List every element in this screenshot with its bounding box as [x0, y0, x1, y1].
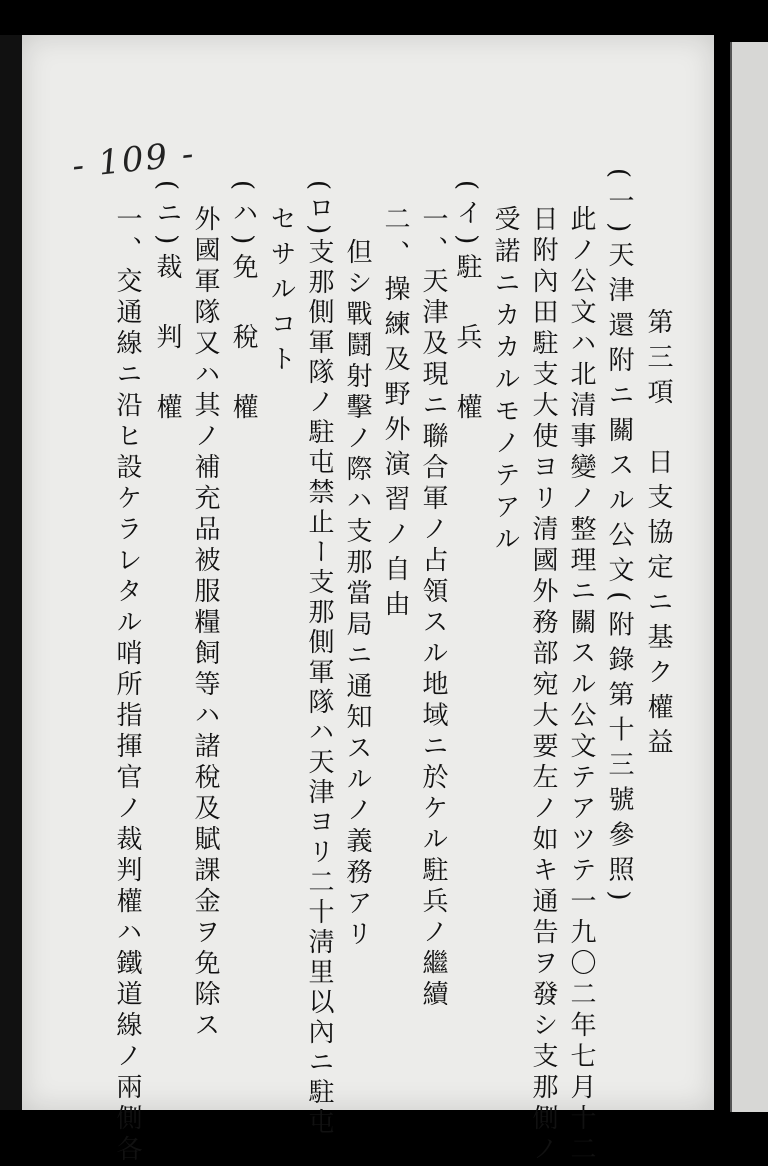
garrison-ban-continuation: セサルコト	[266, 205, 296, 380]
list-item-1: 一、天津及現ニ聯合軍ノ占領スル地域ニ於ケル駐兵ノ繼續	[418, 205, 448, 1011]
list-item-2: 二、操練及野外演習ノ自由	[380, 205, 410, 625]
subheading-station-rights: (イ)駐 兵 權	[452, 180, 482, 429]
page-number: - 109 -	[70, 133, 198, 187]
tax-exemption-text: 外國軍隊又ハ其ノ補充品被服糧飼等ハ諸稅及賦課金ヲ免除ス	[190, 205, 220, 1042]
body-text-line-2: 日附內田駐支大使ヨリ清國外務部宛大要左ノ如キ通告ヲ發シ支那側ノ	[528, 205, 558, 1166]
jurisdiction-text: 一、交通線ニ沿ヒ設ケラレタル哨所指揮官ノ裁判權ハ鐵道線ノ兩側各	[112, 205, 142, 1166]
adjacent-page-edge	[730, 42, 768, 1112]
subheading-tax-exemption: (ハ)免 稅 權	[228, 180, 258, 429]
subheading-garrison-ban: (ロ)支那側軍隊ノ駐屯禁止ー支那側軍隊ハ天津ヨリ二十淸里以內ニ駐屯	[304, 180, 334, 1139]
item-heading-1: (一)天津還附ニ關スル公文(附錄第十三號參照)	[604, 168, 634, 910]
list-item-2-note: 但シ戰鬪射擊ノ際ハ支那當局ニ通知スルノ義務アリ	[342, 238, 372, 951]
subheading-jurisdiction: (ニ)裁 判 權	[152, 180, 182, 429]
body-text-line-1: 此ノ公文ハ北清事變ノ整理ニ關スル公文テアツテ一九〇二年七月十二	[566, 205, 596, 1166]
body-text-line-3: 受諾ニカカルモノテアル	[490, 205, 520, 557]
section-heading: 第三項 日支協定ニ基ク權益	[643, 308, 673, 763]
binding-edge	[0, 35, 22, 1110]
